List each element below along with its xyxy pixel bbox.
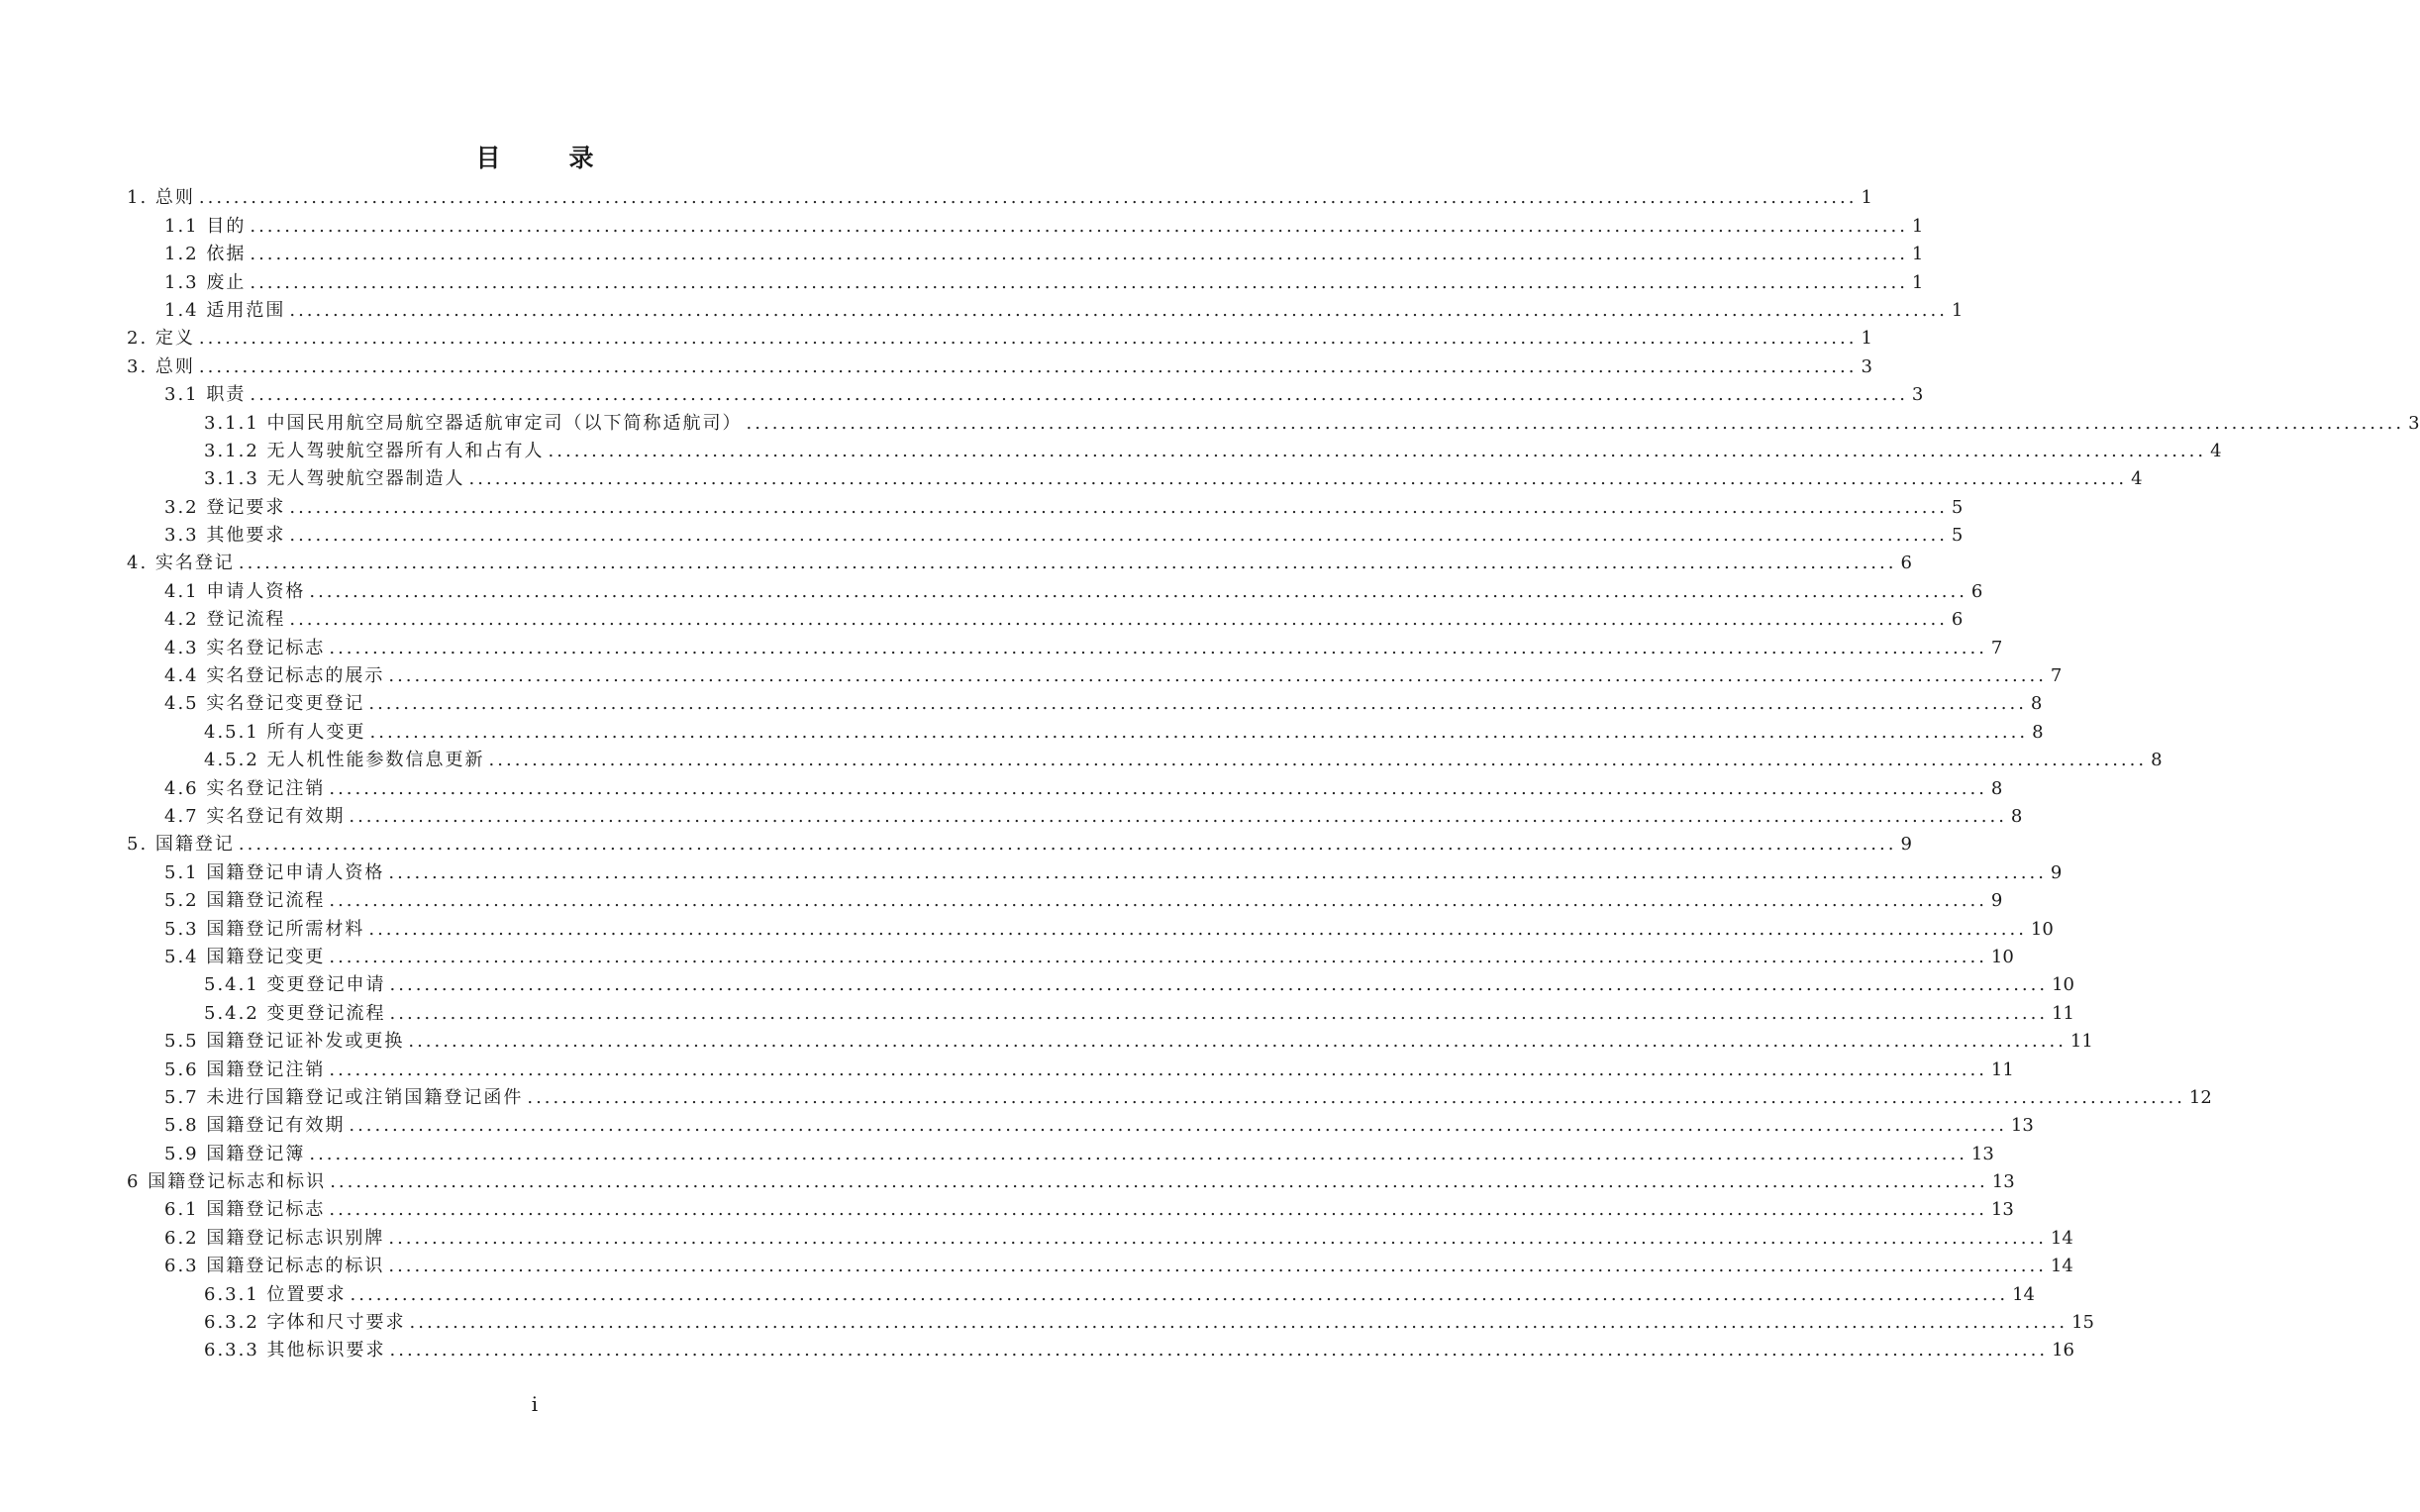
toc-entry-page: 3 — [1911, 384, 1924, 406]
toc-entry-page: 9 — [1990, 890, 2003, 912]
toc-entry-page: 8 — [2030, 693, 2043, 715]
toc-dot-leader: ................................................................................................................................................................................................ — [349, 1115, 2007, 1137]
toc-entry[interactable] — [127, 325, 1872, 353]
toc-entry[interactable] — [127, 1309, 2094, 1337]
toc-entry[interactable] — [127, 1280, 2035, 1308]
toc-entry[interactable] — [127, 297, 1964, 325]
toc-entry-page: 9 — [1900, 834, 1912, 856]
toc-entry-label: 4. 实名登记 — [127, 553, 235, 574]
toc-entry[interactable] — [127, 241, 1924, 268]
toc-dot-leader: ................................................................................................................................................................................................ — [368, 693, 2027, 715]
toc-entry-label: 4.5.2 无人机性能参数信息更新 — [204, 750, 485, 771]
toc-entry-page: 13 — [1990, 1199, 2014, 1221]
table-of-contents — [127, 184, 2420, 1364]
toc-dot-leader: ................................................................................................................................................................................................ — [289, 609, 1948, 631]
toc-entry-page: 14 — [2012, 1283, 2035, 1305]
toc-dot-leader: ................................................................................................................................................................................................ — [350, 1283, 2009, 1305]
toc-entry-label: 6.3 国籍登记标志的标识 — [164, 1256, 385, 1277]
toc-entry-page: 14 — [2050, 1256, 2073, 1277]
toc-entry[interactable] — [127, 1337, 2074, 1364]
toc-entry-page: 4 — [2131, 468, 2143, 490]
toc-dot-leader: ................................................................................................................................................................................................ — [368, 918, 2027, 940]
toc-dot-leader: ................................................................................................................................................................................................ — [330, 1171, 1988, 1193]
toc-entry-page: 3 — [1861, 355, 1872, 377]
toc-entry-label: 5.2 国籍登记流程 — [164, 890, 326, 912]
toc-entry[interactable] — [127, 381, 1924, 409]
toc-entry-page: 11 — [1990, 1058, 2014, 1080]
toc-entry[interactable] — [127, 522, 1964, 550]
toc-entry-page: 1 — [1951, 299, 1964, 321]
toc-entry-page: 10 — [1990, 946, 2014, 967]
toc-dot-leader: ................................................................................................................................................................................................ — [329, 637, 1987, 658]
toc-dot-leader: ................................................................................................................................................................................................ — [329, 890, 1987, 912]
toc-dot-leader: ................................................................................................................................................................................................ — [198, 328, 1858, 350]
toc-dot-leader: ................................................................................................................................................................................................ — [250, 215, 1908, 237]
toc-entry-label: 5.3 国籍登记所需材料 — [164, 918, 365, 940]
toc-entry-label: 4.5 实名登记变更登记 — [164, 693, 365, 715]
toc-entry-label: 1.4 适用范围 — [164, 299, 286, 321]
page-number: i — [531, 1392, 539, 1416]
toc-entry-page: 6 — [1951, 609, 1964, 631]
toc-entry-label: 3.1.3 无人驾驶航空器制造人 — [204, 468, 465, 490]
toc-entry-label: 6.1 国籍登记标志 — [164, 1199, 326, 1221]
toc-entry[interactable] — [127, 1056, 2014, 1083]
toc-entry-label: 6 国籍登记标志和标识 — [127, 1171, 327, 1193]
toc-dot-leader: ................................................................................................................................................................................................ — [238, 553, 1897, 574]
toc-dot-leader: ................................................................................................................................................................................................ — [329, 1199, 1987, 1221]
toc-entry-label: 4.4 实名登记标志的展示 — [164, 665, 385, 687]
toc-entry-label: 1.1 目的 — [164, 215, 247, 237]
toc-dot-leader: ................................................................................................................................................................................................ — [250, 244, 1908, 265]
toc-entry[interactable] — [127, 1224, 2073, 1252]
toc-entry-label: 5.7 未进行国籍登记或注销国籍登记函件 — [164, 1086, 524, 1108]
toc-entry-label: 4.1 申请人资格 — [164, 580, 306, 602]
toc-entry[interactable] — [127, 1253, 2073, 1280]
toc-dot-leader: ................................................................................................................................................................................................ — [388, 1256, 2047, 1277]
toc-dot-leader: ................................................................................................................................................................................................ — [409, 1312, 2068, 1334]
toc-dot-leader: ................................................................................................................................................................................................ — [198, 355, 1858, 377]
toc-dot-leader: ................................................................................................................................................................................................ — [289, 299, 1948, 321]
toc-entry[interactable] — [127, 577, 1983, 605]
toc-entry[interactable] — [127, 662, 2063, 690]
toc-dot-leader: ................................................................................................................................................................................................ — [289, 525, 1948, 547]
toc-dot-leader: ................................................................................................................................................................................................ — [309, 1143, 1967, 1164]
toc-dot-leader: ................................................................................................................................................................................................ — [349, 805, 2007, 827]
toc-entry-page: 1 — [1861, 187, 1872, 209]
toc-entry-label: 1.2 依据 — [164, 244, 247, 265]
toc-entry-label: 6.3.2 字体和尺寸要求 — [204, 1312, 406, 1334]
toc-entry[interactable] — [127, 887, 2003, 915]
toc-entry[interactable] — [127, 1028, 2093, 1056]
toc-entry-label: 4.7 实名登记有效期 — [164, 805, 346, 827]
toc-entry-page: 3 — [2408, 412, 2420, 434]
toc-entry-page: 7 — [2050, 665, 2063, 687]
toc-entry-label: 6.3.3 其他标识要求 — [204, 1340, 386, 1361]
toc-dot-leader: ................................................................................................................................................................................................ — [250, 384, 1908, 406]
toc-entry-page: 10 — [2030, 918, 2054, 940]
toc-entry[interactable] — [127, 606, 1964, 634]
toc-entry-label: 3.1.1 中国民用航空局航空器适航审定司（以下简称适航司） — [204, 412, 743, 434]
toc-dot-leader: ................................................................................................................................................................................................ — [309, 580, 1967, 602]
toc-entry-label: 4.2 登记流程 — [164, 609, 286, 631]
toc-entry-label: 1. 总则 — [127, 187, 195, 209]
toc-entry[interactable] — [127, 858, 2063, 886]
toc-entry-page: 14 — [2050, 1227, 2073, 1249]
toc-entry-page: 7 — [1990, 637, 2003, 658]
toc-entry-label: 3.1.2 无人驾驶航空器所有人和占有人 — [204, 440, 545, 461]
toc-entry-label: 4.3 实名登记标志 — [164, 637, 326, 658]
toc-entry[interactable] — [127, 774, 2003, 802]
toc-entry-label: 5.8 国籍登记有效期 — [164, 1115, 346, 1137]
toc-entry[interactable] — [127, 353, 1872, 380]
toc-entry-page: 9 — [2050, 861, 2063, 883]
toc-entry[interactable] — [127, 268, 1924, 296]
toc-entry[interactable] — [127, 718, 2044, 746]
toc-entry-label: 3.1 职责 — [164, 384, 247, 406]
toc-entry[interactable] — [127, 747, 2163, 774]
toc-entry[interactable] — [127, 493, 1964, 521]
toc-entry-page: 12 — [2188, 1086, 2212, 1108]
toc-dot-leader: ................................................................................................................................................................................................ — [389, 1002, 2049, 1024]
toc-dot-leader: ................................................................................................................................................................................................ — [250, 271, 1908, 293]
toc-dot-leader: ................................................................................................................................................................................................ — [408, 1031, 2067, 1053]
toc-entry-page: 13 — [2010, 1115, 2034, 1137]
toc-entry-label: 5.9 国籍登记簿 — [164, 1143, 306, 1164]
toc-entry-page: 8 — [1990, 777, 2003, 799]
toc-entry-page: 4 — [2210, 440, 2222, 461]
toc-dot-leader: ................................................................................................................................................................................................ — [388, 861, 2047, 883]
toc-entry-label: 4.5.1 所有人变更 — [204, 721, 366, 743]
toc-entry-page: 16 — [2052, 1340, 2074, 1361]
toc-entry-page: 13 — [1970, 1143, 1994, 1164]
toc-entry[interactable] — [127, 944, 2014, 971]
toc-entry-page: 8 — [2151, 750, 2163, 771]
toc-entry-label: 5.6 国籍登记注销 — [164, 1058, 326, 1080]
toc-entry-page: 1 — [1911, 271, 1924, 293]
toc-entry[interactable] — [127, 550, 1912, 577]
toc-entry-page: 5 — [1951, 496, 1964, 518]
toc-entry-page: 8 — [2032, 721, 2044, 743]
toc-dot-leader: ................................................................................................................................................................................................ — [329, 1058, 1987, 1080]
toc-dot-leader: ................................................................................................................................................................................................ — [388, 665, 2047, 687]
toc-dot-leader: ................................................................................................................................................................................................ — [289, 496, 1948, 518]
toc-entry-label: 5.1 国籍登记申请人资格 — [164, 861, 385, 883]
toc-entry[interactable] — [127, 690, 2043, 718]
toc-entry-page: 8 — [2010, 805, 2023, 827]
toc-dot-leader: ................................................................................................................................................................................................ — [488, 750, 2148, 771]
toc-entry-label: 5. 国籍登记 — [127, 834, 235, 856]
toc-entry-page: 13 — [1991, 1171, 2015, 1193]
toc-entry-label: 3. 总则 — [127, 355, 195, 377]
toc-dot-leader: ................................................................................................................................................................................................ — [548, 440, 2207, 461]
toc-entry-label: 1.3 废止 — [164, 271, 247, 293]
toc-entry[interactable] — [127, 831, 1912, 858]
toc-dot-leader: ................................................................................................................................................................................................ — [329, 777, 1987, 799]
toc-entry-label: 6.2 国籍登记标志识别牌 — [164, 1227, 385, 1249]
toc-entry-label: 6.3.1 位置要求 — [204, 1283, 347, 1305]
toc-dot-leader: ................................................................................................................................................................................................ — [238, 834, 1897, 856]
toc-entry-label: 3.2 登记要求 — [164, 496, 286, 518]
toc-entry[interactable] — [127, 971, 2074, 999]
toc-entry-page: 11 — [2069, 1031, 2093, 1053]
toc-entry[interactable] — [127, 212, 1924, 240]
toc-entry-label: 5.4 国籍登记变更 — [164, 946, 326, 967]
toc-entry[interactable] — [127, 409, 2420, 437]
toc-entry-label: 5.4.1 变更登记申请 — [204, 974, 386, 996]
toc-entry-page: 6 — [1900, 553, 1912, 574]
toc-dot-leader: ................................................................................................................................................................................................ — [388, 1227, 2047, 1249]
toc-entry[interactable] — [127, 1112, 2034, 1140]
toc-dot-leader: ................................................................................................................................................................................................ — [746, 412, 2405, 434]
toc-entry[interactable] — [127, 1084, 2212, 1112]
toc-title: 目 录 — [475, 144, 616, 172]
toc-entry[interactable] — [127, 803, 2023, 831]
toc-entry-page: 1 — [1861, 328, 1872, 350]
toc-entry-page: 5 — [1951, 525, 1964, 547]
toc-entry-label: 2. 定义 — [127, 328, 195, 350]
toc-entry-page: 1 — [1911, 244, 1924, 265]
toc-dot-leader: ................................................................................................................................................................................................ — [329, 946, 1987, 967]
toc-dot-leader: ................................................................................................................................................................................................ — [527, 1086, 2185, 1108]
toc-dot-leader: ................................................................................................................................................................................................ — [389, 974, 2049, 996]
toc-entry-page: 1 — [1911, 215, 1924, 237]
toc-entry-page: 15 — [2071, 1312, 2094, 1334]
toc-entry[interactable] — [127, 1168, 2015, 1196]
toc-entry[interactable] — [127, 438, 2222, 465]
toc-entry-label: 4.6 实名登记注销 — [164, 777, 326, 799]
toc-dot-leader: ................................................................................................................................................................................................ — [389, 1340, 2049, 1361]
toc-entry[interactable] — [127, 999, 2074, 1027]
toc-entry[interactable] — [127, 634, 2003, 661]
toc-entry-page: 10 — [2052, 974, 2074, 996]
toc-entry[interactable] — [127, 915, 2054, 943]
toc-entry-label: 5.5 国籍登记证补发或更换 — [164, 1031, 405, 1053]
toc-entry[interactable] — [127, 1140, 1994, 1167]
toc-dot-leader: ................................................................................................................................................................................................ — [369, 721, 2029, 743]
toc-entry[interactable] — [127, 1196, 2014, 1224]
toc-entry-label: 5.4.2 变更登记流程 — [204, 1002, 386, 1024]
toc-entry[interactable] — [127, 465, 2143, 493]
toc-dot-leader: ................................................................................................................................................................................................ — [198, 187, 1858, 209]
toc-entry[interactable] — [127, 184, 1872, 212]
toc-dot-leader: ................................................................................................................................................................................................ — [468, 468, 2128, 490]
toc-entry-page: 11 — [2052, 1002, 2074, 1024]
toc-entry-page: 6 — [1970, 580, 1983, 602]
toc-entry-label: 3.3 其他要求 — [164, 525, 286, 547]
